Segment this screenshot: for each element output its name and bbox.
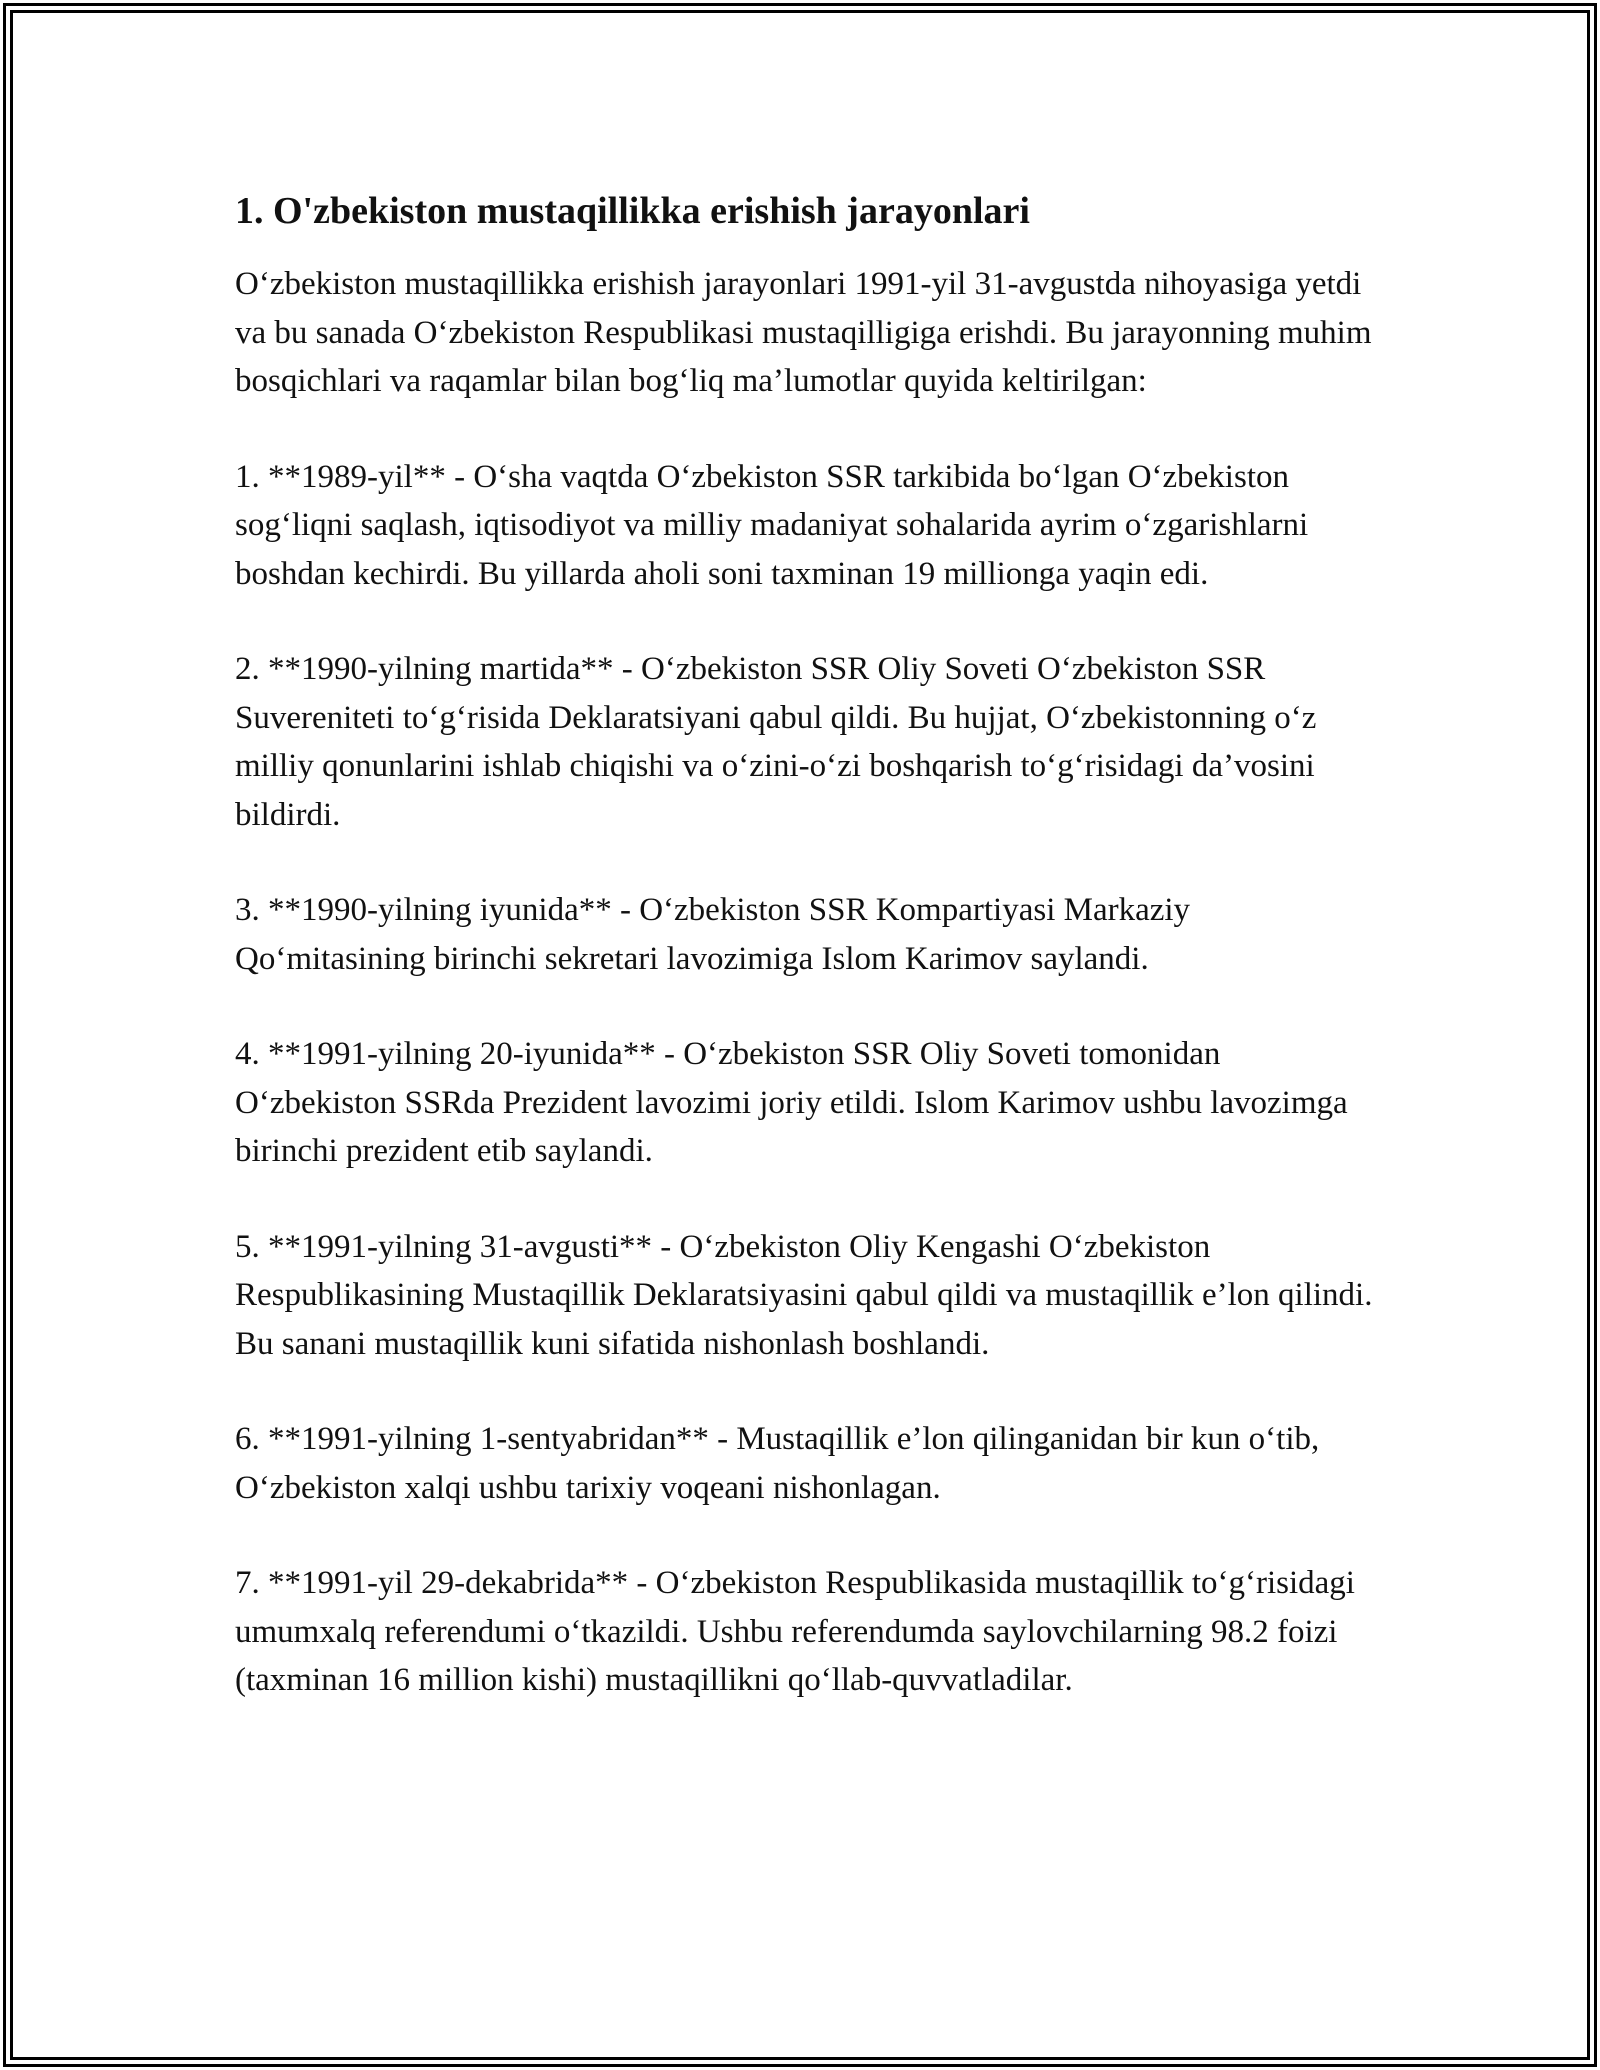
list-item: 1. **1989-yil** - O‘sha vaqtda O‘zbekiston SSR tarkibida bo‘lgan O‘zbekiston sog‘liqni saqlash, iqtisodiyot va milliy madaniyat sohalarida ayrim o‘zgarishlarni boshdan kechirdi. Bu yillarda aholi soni taxminan 19 millionga yaqin edi.: [235, 458, 1309, 592]
list-item: 7. **1991-yil 29-dekabrida** - O‘zbekiston Respublikasida mustaqillik to‘g‘risidagi umumxalq referendumi o‘tkazildi. Ushbu referendumda saylovchilarning 98.2 foizi (taxminan 16 million kishi) mustaqillikni qo‘llab-quvvatladilar.: [235, 1565, 1355, 1698]
list-item: 5. **1991-yilning 31-avgusti** - O‘zbekiston Oliy Kengashi O‘zbekiston Respublikasining Mustaqillik Deklaratsiyasini qabul qildi va mustaqillik e’lon qilindi. Bu sanani mustaqillik kuni sifatida nishonlash boshlandi.: [235, 1228, 1373, 1362]
list-item: 6. **1991-yilning 1-sentyabridan** - Mustaqillik e’lon qilinganidan bir kun o‘tib, O‘zbekiston xalqi ushbu tarixiy voqeani nishonlagan.: [235, 1421, 1320, 1506]
list-item: 3. **1990-yilning iyunida** - O‘zbekiston SSR Kompartiyasi Markaziy Qo‘mitasining birinchi sekretari lavozimiga Islom Karimov saylandi.: [235, 892, 1191, 977]
document-body: [235, 186, 1375, 1752]
document-title: 1. O'zbekiston mustaqillikka erishish jarayonlari: [235, 190, 1030, 232]
list-item: 4. **1991-yilning 20-iyunida** - O‘zbekiston SSR Oliy Soveti tomonidan O‘zbekiston SSRda Prezident lavozimi joriy etildi. Islom Karimov ushbu lavozimga birinchi prezident etib saylandi.: [235, 1036, 1348, 1169]
list-item: 2. **1990-yilning martida** - O‘zbekiston SSR Oliy Soveti O‘zbekiston SSR Suvereniteti to‘g‘risida Deklaratsiyani qabul qildi. Bu hujjat, O‘zbekistonning o‘z milliy qonunlarini ishlab chiqishi va o‘zini-o‘zi boshqarish to‘g‘risidagi da’vosini bildirdi.: [235, 651, 1317, 833]
intro-paragraph: O‘zbekiston mustaqillikka erishish jarayonlari 1991-yil 31-avgustda nihoyasiga yetdi va bu sanada O‘zbekiston Respublikasi mustaqilligiga erishdi. Bu jarayonning muhim bosqichlari va raqamlar bilan bog‘liq ma’lumotlar quyida keltirilgan:: [235, 266, 1372, 399]
